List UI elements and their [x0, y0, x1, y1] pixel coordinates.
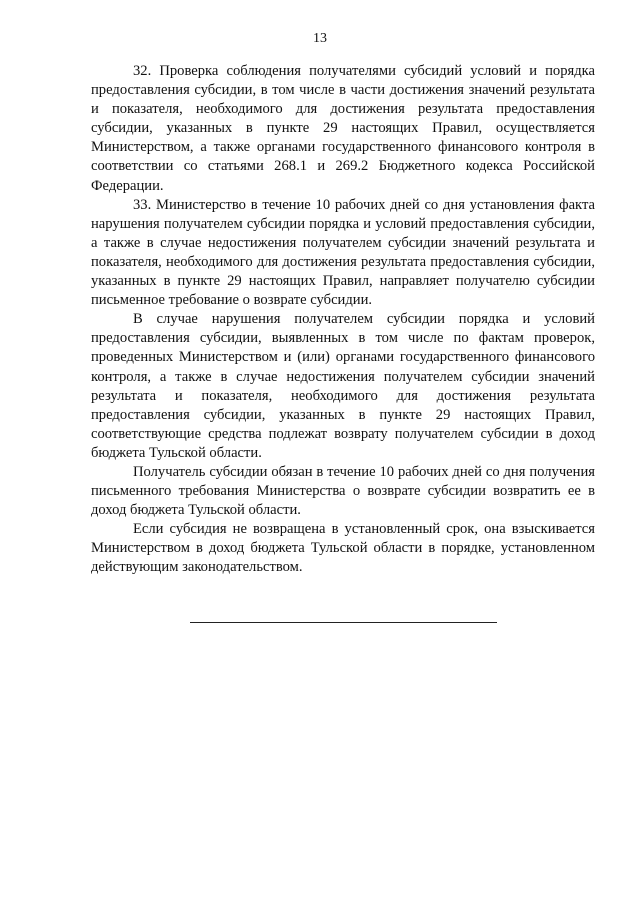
- paragraph-33-refund-demand: 33. Министерство в течение 10 рабочих дней со дня установления факта нарушения получателем субсидии порядка и условий предоставления субсидии, а также в случае недостижения получателем субсидии значений результата и показателя, необходимого для достижения результата предоставления субсидии, указанных в пункте 29 настоящих Правил, направляет получателю субсидии письменное требование о возврате субсидии.: [91, 196, 595, 309]
- paragraph-recipient-obligation: Получатель субсидии обязан в течение 10 рабочих дней со дня получения письменного требования Министерства о возврате субсидии возвратить ее в доход бюджета Тульской области.: [91, 463, 595, 519]
- document-body: [91, 62, 595, 578]
- paragraph-32-verification: 32. Проверка соблюдения получателями субсидий условий и порядка предоставления субсидии, в том числе в части достижения значений результата и показателя, необходимого для достижения результата предоставления субсидии, указанных в пункте 29 настоящих Правил, осуществляется Министерством, а также органами государственного финансового контроля в соответствии со статьями 268.1 и 269.2 Бюджетного кодекса Российской Федерации.: [91, 63, 595, 194]
- paragraph-collection: Если субсидия не возвращена в установленный срок, она взыскивается Министерством в доход бюджета Тульской области в порядке, установленном действующим законодательством.: [91, 521, 595, 576]
- end-divider-line: [190, 622, 497, 623]
- paragraph-violation-return: В случае нарушения получателем субсидии порядка и условий предоставления субсидии, выявленных в том числе по фактам проверок, проведенных Министерством и (или) органами государственного финансового контроля, а также в случае недостижения получателем субсидии значений результата и показателя, необходимого для достижения результата предоставления субсидии, указанных в пункте 29 настоящих Правил, соответствующие средства подлежат возврату получателем субсидии в доход бюджета Тульской области.: [91, 311, 595, 461]
- page-number: 13: [313, 31, 327, 46]
